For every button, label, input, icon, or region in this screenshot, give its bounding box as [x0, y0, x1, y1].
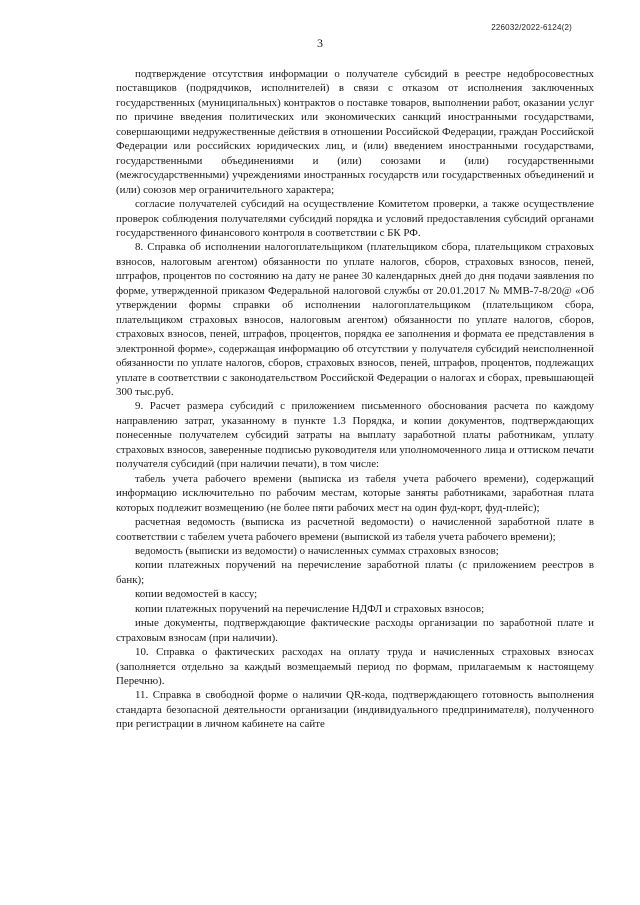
paragraph-item-10-expenses: 10. Справка о фактических расходах на оплату труда и начисленных страховых взносах (заполняется отдельно за каждый возмещаемый период по формам, прилагаемым к настоящему Перечню). — [116, 646, 594, 688]
document-number: 226032/2022-6124(2) — [491, 23, 572, 32]
paragraph-cash-statements: копии ведомостей в кассу; — [135, 588, 258, 601]
page-number: 3 — [317, 36, 323, 50]
paragraph-salary-payment-orders: копии платежных поручений на перечисление заработной платы (с приложением реестров в банк); — [116, 559, 594, 586]
paragraph-item-11-qr-code: 11. Справка в свободной форме о наличии QR-кода, подтверждающего готовность выполнения стандарта безопасной деятельности организации (индивидуального предпринимателя), полученного при регистрации в личном кабинете на сайте — [116, 689, 594, 731]
paragraph-other-documents: иные документы, подтверждающие фактические расходы организации по заработной плате и страховым взносам (при наличии). — [116, 617, 594, 644]
paragraph-registry-info: подтверждение отсутствия информации о получателе субсидий в реестре недобросовестных поставщиков (подрядчиков, исполнителей) в связи с отказом от исполнения заключенных государственных (муниципальных) контрактов о поставке товаров, выполнении работ, оказании услуг по причине введения политических или экономических санкций иностранными государствами, совершающими недружественные действия в отношении Российской Федерации, граждан Российской Федерации или российских юридических лиц, и (или) введением иностранными государствами, государственными объединениями и (или) союзами и (или) государственными (межгосударственными) учреждениями иностранных государств или государственных объединений и (или) союзов мер ограничительного характера; — [116, 68, 594, 196]
paragraph-item-8-tax-certificate: 8. Справка об исполнении налогоплательщиком (плательщиком сбора, плательщиком страховых взносов, налоговым агентом) обязанности по уплате налогов, сборов, страховых взносов, пеней, штрафов, процентов по состоянию на дату не ранее 30 календарных дней до дня подачи заявления по форме, утвержденной приказом Федеральной налоговой службы от 20.01.2017 № ММВ-7-8/20@ «Об утверждении формы справки об исполнении налогоплательщиком (плательщиком сбора, плательщиком страховых взносов, налоговым агентом) обязанности по уплате налогов, сборов, страховых взносов, пеней, штрафов, процентов, порядка ее заполнения и формата ее представления в электронной форме», содержащая информацию об отсутствии у получателя субсидий неисполненной обязанности по уплате налогов, сборов, страховых взносов, пеней, штрафов, процентов, подлежащих уплате в соответствии с законодательством Российской Федерации о налогах и сборах, превышающей 300 тыс.руб. — [116, 241, 594, 398]
paragraph-item-9-subsidy-calculation: 9. Расчет размера субсидий с приложением письменного обоснования расчета по каждому направлению затрат, указанному в пункте 1.3 Порядка, и копии документов, подтверждающих понесенные получателем субсидий затраты на выплату заработной платы работникам, уплату страховых взносов, заверенные подписью руководителя или уполномоченного лица и оттиском печати получателя субсидий (при наличии печати), в том числе: — [116, 400, 594, 471]
paragraph-insurance-statement: ведомость (выписки из ведомости) о начисленных суммах страховых взносов; — [135, 544, 499, 557]
paragraph-consent-inspection: согласие получателей субсидий на осуществление Комитетом проверки, а также осуществление проверок соблюдения получателями субсидий порядка и условий предоставления субсидий органами государственного финансового контроля в соответствии с БК РФ. — [116, 198, 594, 239]
document-body — [116, 67, 594, 732]
paragraph-payroll-statement: расчетная ведомость (выписка из расчетной ведомости) о начисленной заработной плате в соответствии с табелем учета рабочего времени (выпиской из табеля учета рабочего времени); — [116, 516, 594, 543]
paragraph-timesheet: табель учета рабочего времени (выписка из табеля учета рабочего времени), содержащий информацию исключительно по рабочим местам, которые заняты работниками, заработная плата которых подлежит возмещению (не более пяти рабочих мест на один фуд-корт, фуд-плейс); — [116, 472, 594, 514]
paragraph-tax-payment-orders: копии платежных поручений на перечисление НДФЛ и страховых взносов; — [135, 602, 485, 615]
